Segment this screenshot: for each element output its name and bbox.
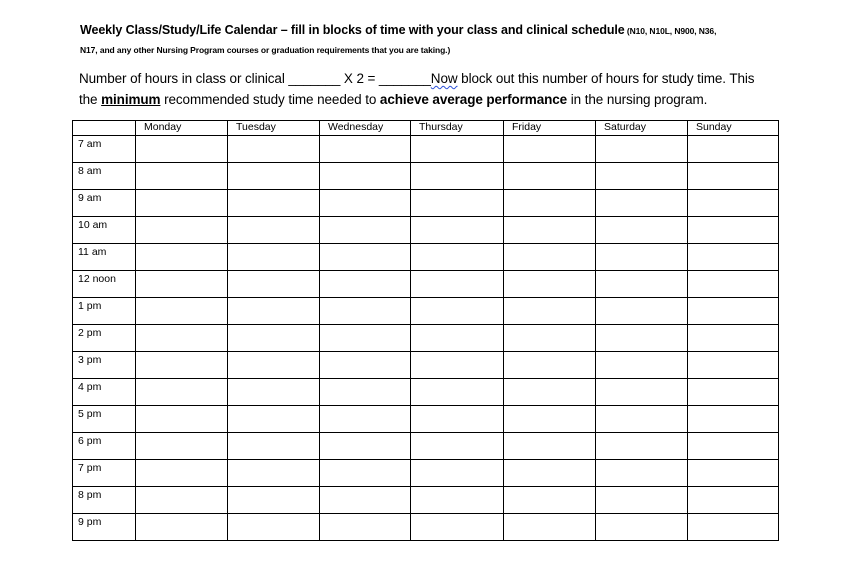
title-courses-line1: (N10, N10L, N900, N36,	[624, 26, 717, 36]
time-slot-label: 9 am	[73, 190, 136, 217]
schedule-cell-thursday[interactable]	[411, 460, 504, 487]
schedule-cell-sunday[interactable]	[688, 163, 779, 190]
instruction-the: the	[79, 92, 102, 107]
schedule-cell-saturday[interactable]	[596, 163, 688, 190]
schedule-cell-friday[interactable]	[504, 271, 596, 298]
schedule-cell-saturday[interactable]	[596, 244, 688, 271]
schedule-cell-thursday[interactable]	[411, 487, 504, 514]
schedule-cell-wednesday[interactable]	[320, 298, 411, 325]
schedule-cell-friday[interactable]	[504, 514, 596, 541]
time-slot-label: 6 pm	[73, 433, 136, 460]
schedule-cell-monday[interactable]	[136, 379, 228, 406]
calendar-corner-cell	[73, 121, 136, 136]
instruction-achieve: achieve average performance	[379, 92, 568, 107]
title-courses-line2: N17, and any other Nursing Program courses or graduation requirements that you are taking.)	[80, 45, 451, 55]
schedule-cell-sunday[interactable]	[688, 487, 779, 514]
schedule-cell-thursday[interactable]	[411, 352, 504, 379]
schedule-cell-thursday[interactable]	[411, 514, 504, 541]
schedule-cell-saturday[interactable]	[596, 271, 688, 298]
calendar-header-row	[73, 121, 779, 136]
schedule-cell-wednesday[interactable]	[320, 379, 411, 406]
schedule-cell-tuesday[interactable]	[228, 136, 320, 163]
calendar-body	[73, 136, 779, 541]
schedule-cell-wednesday[interactable]	[320, 433, 411, 460]
schedule-cell-monday[interactable]	[136, 136, 228, 163]
time-slot-label: 7 pm	[73, 460, 136, 487]
table-row	[73, 298, 779, 325]
schedule-cell-tuesday[interactable]	[228, 514, 320, 541]
table-row	[73, 163, 779, 190]
schedule-cell-tuesday[interactable]	[228, 163, 320, 190]
schedule-cell-friday[interactable]	[504, 244, 596, 271]
time-slot-label: 3 pm	[73, 352, 136, 379]
schedule-cell-saturday[interactable]	[596, 298, 688, 325]
schedule-cell-friday[interactable]	[504, 190, 596, 217]
schedule-cell-friday[interactable]	[504, 217, 596, 244]
schedule-cell-wednesday[interactable]	[320, 352, 411, 379]
schedule-cell-tuesday[interactable]	[228, 217, 320, 244]
time-slot-label: 8 pm	[73, 487, 136, 514]
day-header-wednesday: Wednesday	[320, 121, 411, 136]
time-slot-label: 4 pm	[73, 379, 136, 406]
table-row	[73, 217, 779, 244]
table-row	[73, 487, 779, 514]
instruction-hours: Number of hours in class or clinical _______ X 2 = _______	[79, 71, 431, 86]
schedule-cell-saturday[interactable]	[596, 352, 688, 379]
schedule-cell-wednesday[interactable]	[320, 460, 411, 487]
instruction-program: in the nursing program.	[567, 92, 708, 107]
schedule-cell-friday[interactable]	[504, 433, 596, 460]
schedule-cell-sunday[interactable]	[688, 460, 779, 487]
schedule-cell-wednesday[interactable]	[320, 271, 411, 298]
schedule-cell-monday[interactable]	[136, 460, 228, 487]
table-row	[73, 514, 779, 541]
schedule-cell-thursday[interactable]	[411, 433, 504, 460]
schedule-cell-sunday[interactable]	[688, 298, 779, 325]
schedule-cell-friday[interactable]	[504, 352, 596, 379]
schedule-cell-monday[interactable]	[136, 217, 228, 244]
schedule-cell-sunday[interactable]	[688, 190, 779, 217]
schedule-cell-sunday[interactable]	[688, 244, 779, 271]
schedule-cell-friday[interactable]	[504, 460, 596, 487]
schedule-cell-thursday[interactable]	[411, 190, 504, 217]
schedule-cell-wednesday[interactable]	[320, 487, 411, 514]
schedule-cell-tuesday[interactable]	[228, 460, 320, 487]
schedule-cell-wednesday[interactable]	[320, 136, 411, 163]
day-header-tuesday: Tuesday	[228, 121, 320, 136]
table-row	[73, 244, 779, 271]
day-header-thursday: Thursday	[411, 121, 504, 136]
time-slot-label: 12 noon	[73, 271, 136, 298]
schedule-cell-tuesday[interactable]	[228, 298, 320, 325]
schedule-cell-wednesday[interactable]	[320, 406, 411, 433]
schedule-cell-thursday[interactable]	[411, 136, 504, 163]
schedule-cell-saturday[interactable]	[596, 514, 688, 541]
time-slot-label: 9 pm	[73, 514, 136, 541]
schedule-cell-thursday[interactable]	[411, 406, 504, 433]
schedule-cell-thursday[interactable]	[411, 325, 504, 352]
table-row	[73, 271, 779, 298]
instruction-minimum: minimum	[101, 92, 161, 107]
schedule-cell-sunday[interactable]	[688, 271, 779, 298]
day-header-sunday: Sunday	[688, 121, 779, 136]
schedule-cell-monday[interactable]	[136, 271, 228, 298]
schedule-cell-tuesday[interactable]	[228, 244, 320, 271]
schedule-cell-friday[interactable]	[504, 163, 596, 190]
table-row	[73, 190, 779, 217]
day-header-friday: Friday	[504, 121, 596, 136]
schedule-cell-monday[interactable]	[136, 433, 228, 460]
schedule-cell-sunday[interactable]	[688, 325, 779, 352]
schedule-cell-monday[interactable]	[136, 325, 228, 352]
schedule-cell-monday[interactable]	[136, 163, 228, 190]
day-header-monday: Monday	[136, 121, 228, 136]
schedule-cell-monday[interactable]	[136, 406, 228, 433]
schedule-cell-saturday[interactable]	[596, 433, 688, 460]
schedule-cell-friday[interactable]	[504, 298, 596, 325]
schedule-cell-tuesday[interactable]	[228, 325, 320, 352]
schedule-cell-thursday[interactable]	[411, 244, 504, 271]
time-slot-label: 7 am	[73, 136, 136, 163]
schedule-cell-thursday[interactable]	[411, 379, 504, 406]
schedule-cell-saturday[interactable]	[596, 217, 688, 244]
schedule-cell-sunday[interactable]	[688, 514, 779, 541]
schedule-cell-thursday[interactable]	[411, 271, 504, 298]
schedule-cell-friday[interactable]	[504, 136, 596, 163]
schedule-cell-sunday[interactable]	[688, 217, 779, 244]
schedule-cell-sunday[interactable]	[688, 352, 779, 379]
weekly-calendar-table	[72, 120, 779, 541]
time-slot-label: 8 am	[73, 163, 136, 190]
schedule-cell-friday[interactable]	[504, 487, 596, 514]
schedule-cell-sunday[interactable]	[688, 433, 779, 460]
title-main: Weekly Class/Study/Life Calendar – fill in blocks of time with your class and clinical schedule	[80, 23, 625, 37]
schedule-cell-thursday[interactable]	[411, 217, 504, 244]
time-slot-label: 10 am	[73, 217, 136, 244]
time-slot-label: 1 pm	[73, 298, 136, 325]
schedule-cell-friday[interactable]	[504, 379, 596, 406]
instruction-block-out: block out this number of hours for study time. This	[457, 71, 755, 86]
schedule-cell-monday[interactable]	[136, 244, 228, 271]
schedule-cell-monday[interactable]	[136, 352, 228, 379]
schedule-cell-monday[interactable]	[136, 487, 228, 514]
schedule-cell-monday[interactable]	[136, 514, 228, 541]
table-row	[73, 325, 779, 352]
schedule-cell-monday[interactable]	[136, 298, 228, 325]
study-time-instruction	[79, 68, 799, 110]
table-row	[73, 460, 779, 487]
schedule-cell-wednesday[interactable]	[320, 163, 411, 190]
time-slot-label: 2 pm	[73, 325, 136, 352]
schedule-cell-wednesday[interactable]	[320, 217, 411, 244]
schedule-cell-tuesday[interactable]	[228, 406, 320, 433]
schedule-cell-wednesday[interactable]	[320, 514, 411, 541]
table-row	[73, 352, 779, 379]
calendar-title	[80, 21, 780, 59]
schedule-cell-tuesday[interactable]	[228, 433, 320, 460]
schedule-cell-sunday[interactable]	[688, 406, 779, 433]
schedule-cell-friday[interactable]	[504, 325, 596, 352]
schedule-cell-wednesday[interactable]	[320, 190, 411, 217]
instruction-recommended: recommended study time needed to	[160, 92, 380, 107]
table-row	[73, 379, 779, 406]
schedule-cell-friday[interactable]	[504, 406, 596, 433]
schedule-cell-wednesday[interactable]	[320, 244, 411, 271]
schedule-cell-saturday[interactable]	[596, 190, 688, 217]
instruction-now: Now	[430, 71, 458, 86]
table-row	[73, 406, 779, 433]
schedule-cell-tuesday[interactable]	[228, 352, 320, 379]
time-slot-label: 5 pm	[73, 406, 136, 433]
schedule-cell-tuesday[interactable]	[228, 271, 320, 298]
schedule-cell-saturday[interactable]	[596, 379, 688, 406]
schedule-cell-thursday[interactable]	[411, 163, 504, 190]
schedule-cell-monday[interactable]	[136, 190, 228, 217]
schedule-cell-saturday[interactable]	[596, 325, 688, 352]
schedule-cell-wednesday[interactable]	[320, 325, 411, 352]
schedule-cell-sunday[interactable]	[688, 136, 779, 163]
schedule-cell-saturday[interactable]	[596, 460, 688, 487]
time-slot-label: 11 am	[73, 244, 136, 271]
day-header-saturday: Saturday	[596, 121, 688, 136]
schedule-cell-tuesday[interactable]	[228, 379, 320, 406]
table-row	[73, 136, 779, 163]
schedule-cell-saturday[interactable]	[596, 487, 688, 514]
schedule-cell-saturday[interactable]	[596, 406, 688, 433]
schedule-cell-tuesday[interactable]	[228, 487, 320, 514]
schedule-cell-thursday[interactable]	[411, 298, 504, 325]
schedule-cell-sunday[interactable]	[688, 379, 779, 406]
table-row	[73, 433, 779, 460]
schedule-cell-saturday[interactable]	[596, 136, 688, 163]
schedule-cell-tuesday[interactable]	[228, 190, 320, 217]
